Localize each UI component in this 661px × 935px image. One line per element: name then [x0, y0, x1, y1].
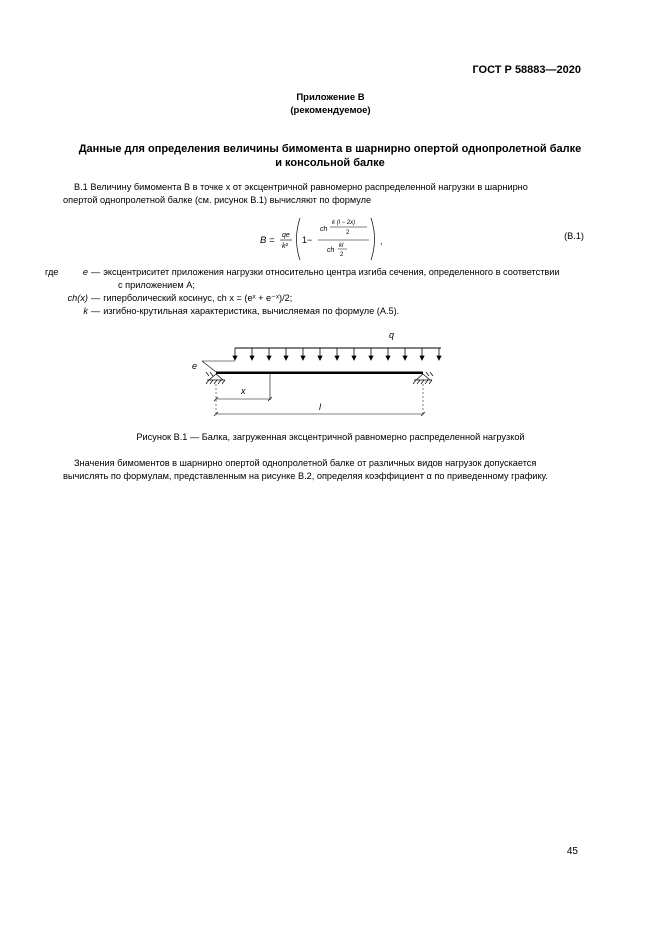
appendix-note: (рекомендуемое)	[290, 105, 371, 116]
formula-comma: ,	[380, 236, 383, 246]
where-text-ch: гиперболический косинус, ch x = (eˣ + e⁻ˣ)/2;	[103, 293, 293, 303]
formula-inner-den: 2	[346, 230, 350, 236]
paragraph-b1-line2: опертой однопролетной балке (см. рисунок В.1) вычисляют по формуле	[63, 195, 372, 205]
formula-lhs: B =	[260, 235, 275, 246]
appendix-heading	[0, 91, 661, 117]
page-number: 45	[566, 846, 578, 857]
label-q: q	[389, 330, 395, 340]
formula-ch2: ch	[327, 247, 335, 254]
beam-figure	[185, 328, 445, 420]
formula-coef-den: k²	[282, 243, 288, 250]
formula-b1	[252, 215, 392, 263]
formula-kl-num: kl	[339, 243, 344, 249]
beam	[216, 372, 423, 375]
paragraph-2-line2: вычислять по формулам, представленным на рисунке В.2, определяя коэффициент α по приведенному графику.	[63, 471, 548, 481]
paragraph-2	[63, 457, 583, 483]
appendix-title: Приложение В	[296, 92, 365, 103]
formula-one-minus: 1−	[302, 235, 313, 245]
paragraph-b1	[63, 181, 583, 207]
label-x: x	[241, 386, 246, 396]
where-row-e: где e — эксцентриситет приложения нагрузки относительно центра изгиба сечения, определенного в соответствии	[45, 267, 560, 277]
formula-kl-den: 2	[340, 252, 344, 258]
where-row-ch: ch(x) — гиперболический косинус, ch x = (eˣ + e⁻ˣ)/2;	[45, 292, 585, 305]
formula-inner-num: k (l − 2x)	[332, 220, 356, 226]
figure-caption: Рисунок В.1 — Балка, загруженная эксцентричной равномерно распределенной нагрузкой	[136, 432, 525, 442]
equation-number: (В.1)	[564, 231, 584, 241]
where-block	[45, 266, 585, 318]
formula-ch1: ch	[320, 226, 328, 233]
where-sym-ch: ch(x)	[67, 293, 88, 303]
where-text-e-cont: с приложением А;	[118, 280, 195, 290]
paragraph-2-line1: Значения бимоментов в шарнирно опертой однопролетной балке от различных видов нагрузок допускается	[74, 458, 537, 468]
where-sym-e: e	[82, 267, 88, 277]
load-arrows	[233, 348, 441, 360]
where-intro: где	[45, 267, 59, 277]
formula-coef-num: qe	[282, 232, 290, 239]
where-text-k: изгибно-крутильная характеристика, вычисляемая по формуле (А.5).	[103, 306, 400, 316]
section-title-line2: и консольной балке	[275, 157, 385, 169]
where-text-e: эксцентриситет приложения нагрузки относительно центра изгиба сечения, определенного в соответствии	[103, 267, 560, 277]
section-title-line1: Данные для определения величины бимомента в шарнирно опертой однопролетной балке	[78, 143, 582, 155]
where-row-k: k — изгибно-крутильная характеристика, вычисляемая по формуле (А.5).	[45, 305, 585, 318]
label-e: e	[192, 361, 198, 371]
where-sym-k: k	[83, 306, 88, 316]
paragraph-b1-line1: В.1 Величину бимомента B в точке x от эксцентричной равномерно распределенной нагрузки в шарнирно	[74, 182, 528, 192]
label-l: l	[319, 402, 321, 412]
section-title	[40, 142, 620, 170]
standard-number: ГОСТ Р 58883—2020	[472, 64, 581, 76]
